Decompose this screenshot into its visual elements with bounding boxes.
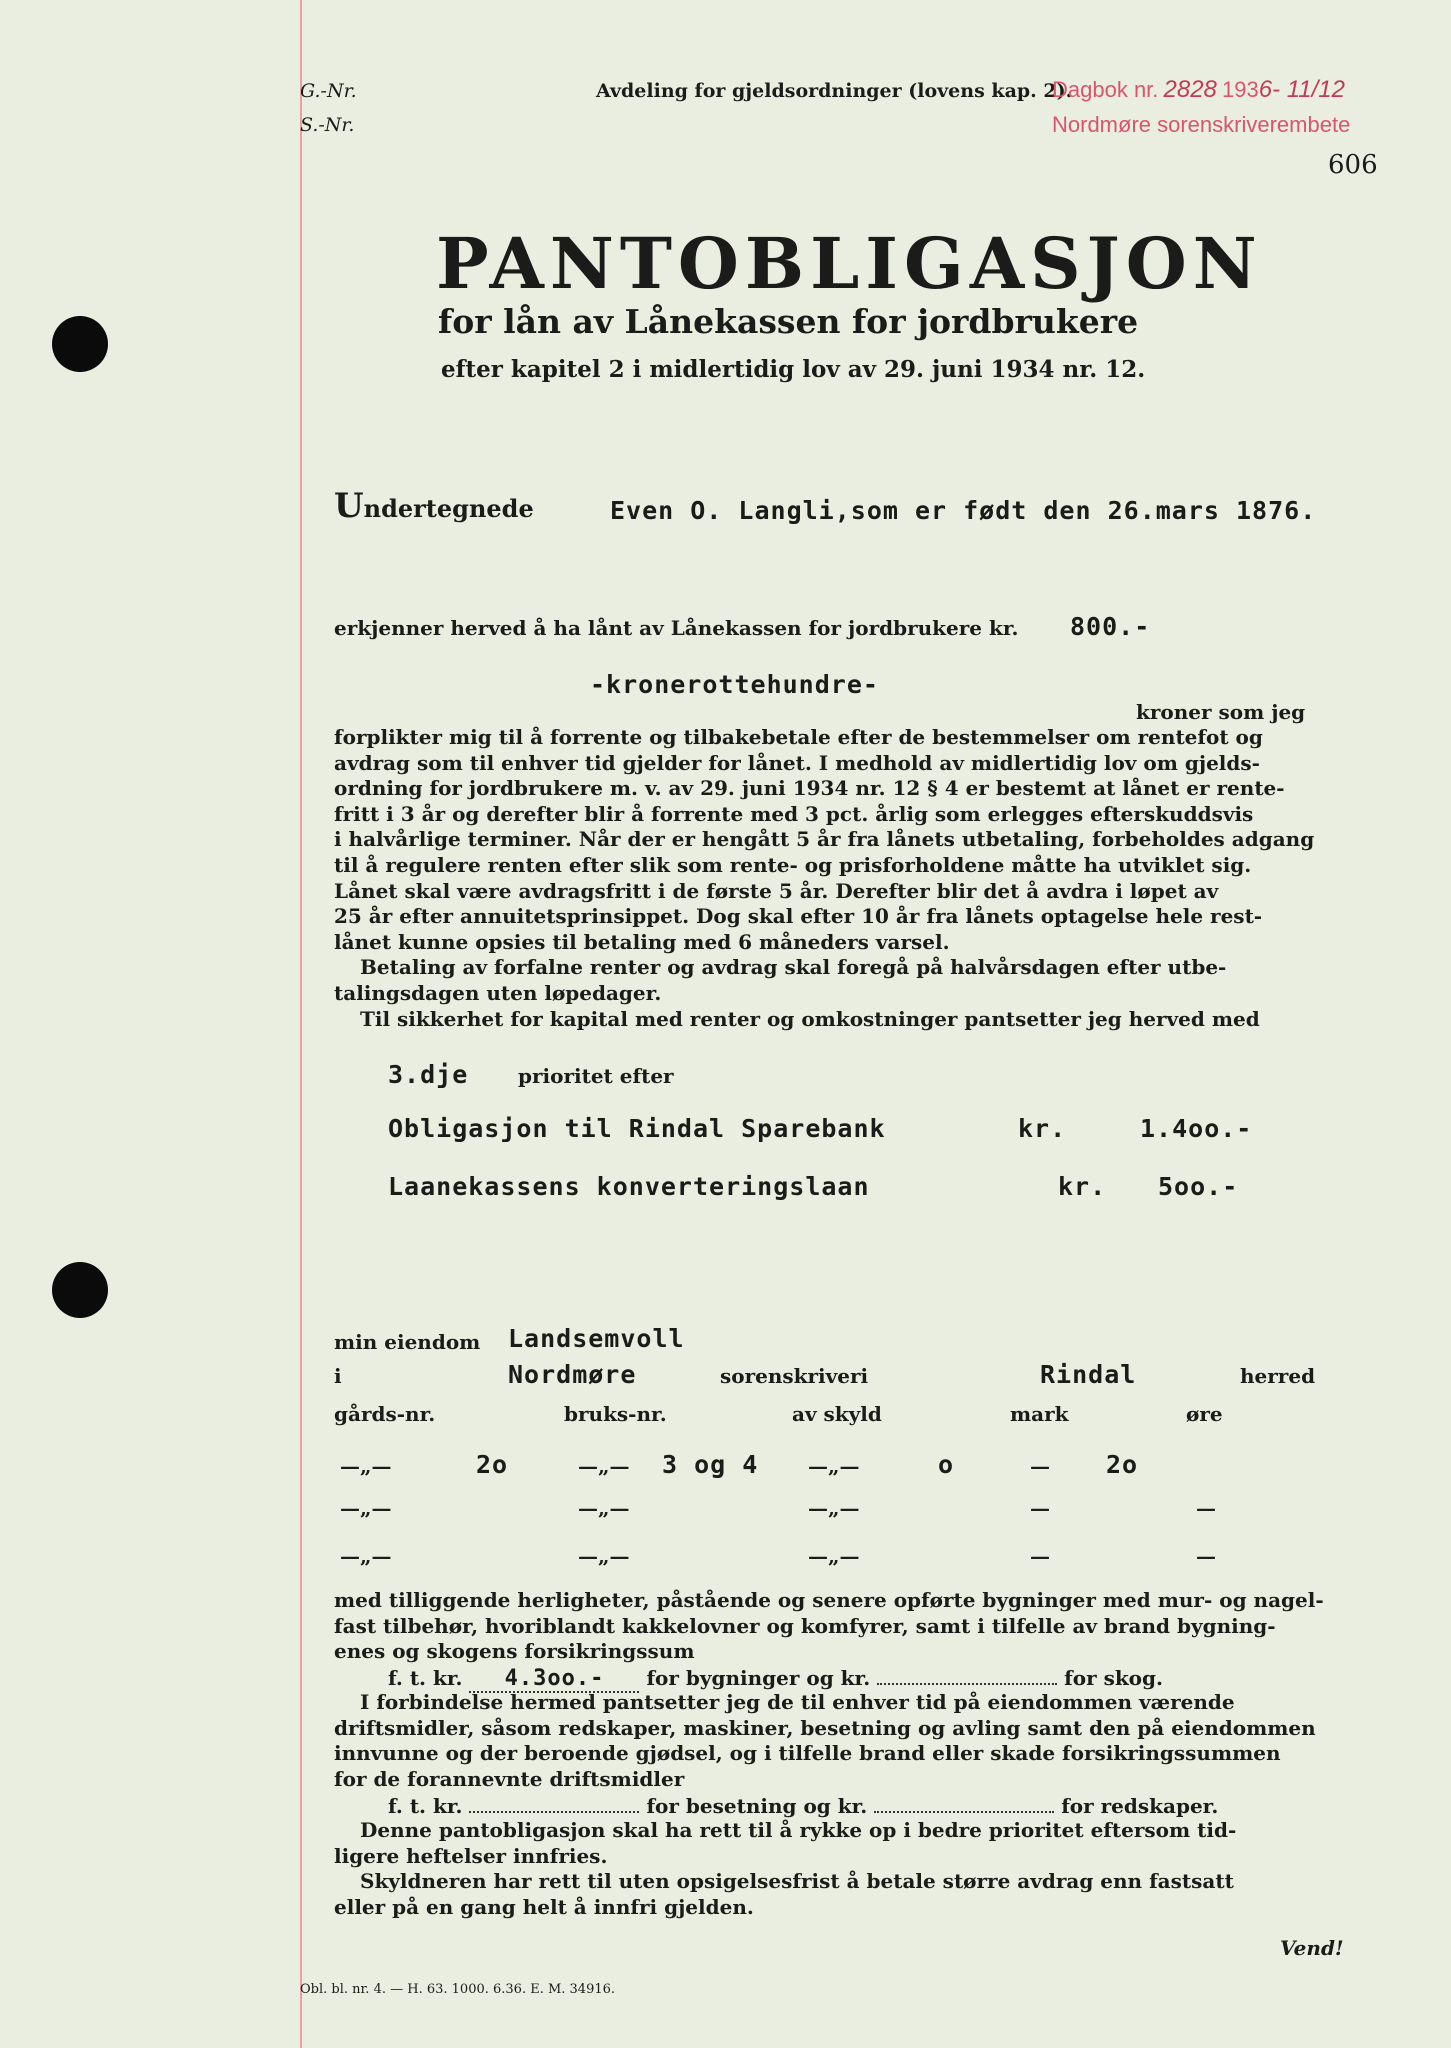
col-bruks: bruks-nr. [564, 1402, 667, 1426]
col-ore: øre [1186, 1402, 1223, 1426]
terms-line: i halvårlige terminer. Når der er hengått 5 år fra lånets utbetaling, forbeholdes adgang [334, 827, 1315, 852]
prior-debt-amount: 5oo.- [1158, 1172, 1239, 1201]
dagbok-number: 2828 [1163, 76, 1217, 103]
document-subtitle: for lån av Lånekassen for jordbrukere [438, 302, 1139, 341]
debtor-name-birth: Even O. Langli,som er født den 26.mars 1876. [610, 496, 1317, 525]
ore-value: — [1196, 1544, 1216, 1568]
insurance-suffix: for skog. [1064, 1666, 1163, 1690]
prior-debt-name: Obligasjon til Rindal Sparebank [388, 1114, 886, 1143]
equipment-line: driftsmidler, såsom redskaper, maskiner, besetning og avling samt den på eiendommen [334, 1715, 1316, 1740]
prior-debt-kr: kr. [1018, 1114, 1067, 1143]
ditto-mark: —„— [808, 1454, 860, 1478]
herred-label: herred [1240, 1364, 1316, 1388]
priority-label: prioritet efter [518, 1064, 674, 1088]
building-insurance-amount: 4.3oo.- [504, 1666, 605, 1691]
prior-debt-amount: 1.4oo.- [1140, 1114, 1253, 1143]
terms-line: avdrag som til enhver tid gjelder for lånet. I medhold av midlertidig lov om gjelds- [334, 750, 1260, 775]
terms-line: 25 år efter annuitetsprinsippet. Dog skal efter 10 år fra lånets optagelse hele rest- [334, 904, 1263, 929]
insurance-mid: for besetning og kr. [646, 1794, 868, 1818]
terms-line: ordning for jordbrukere m. v. av 29. juni 1934 nr. 12 § 4 er bestemt at lånet er rente- [334, 776, 1285, 801]
office-stamp: Nordmøre sorenskriverembete [1052, 112, 1351, 137]
dagbok-year: 193 [1221, 77, 1259, 102]
equipment-line: for de forannevnte driftsmidler [334, 1766, 685, 1791]
dagbok-label: Dagbok nr. [1052, 77, 1159, 102]
department-header: Avdeling for gjeldsordninger (lovens kap. 2). [596, 80, 1073, 102]
closing-clauses [334, 1818, 1236, 1920]
col-mark: mark [1010, 1402, 1069, 1426]
col-skyld: av skyld [792, 1402, 882, 1426]
terms-line: forplikter mig til å forrente og tilbakebetale efter de bestemmelser om rentefot og [334, 725, 1263, 749]
insurance-suffix: for redskaper. [1061, 1794, 1219, 1818]
document-title: PANTOBLIGASJON [436, 222, 1263, 305]
gards-number: 2o [476, 1450, 509, 1479]
punch-hole-top [52, 316, 108, 372]
insurance-line-1 [388, 1666, 1163, 1693]
security-line: Til sikkerhet for kapital med renter og omkostninger pantsetter jeg herved med [360, 1006, 1260, 1031]
i-label: i [334, 1364, 342, 1388]
mark-value: — [1030, 1454, 1050, 1478]
ditto-mark: —„— [340, 1454, 392, 1478]
priority-value: 3.dje [388, 1060, 469, 1089]
form-footer: Obl. bl. nr. 4. — H. 63. 1000. 6.36. E. M. 34916. [300, 1982, 616, 1997]
terms-line: lånet kunne opsies til betaling med 6 måneders varsel. [334, 929, 950, 954]
loan-amount: 800.- [1070, 612, 1151, 641]
insurance-mid: for bygninger og kr. [646, 1666, 871, 1690]
law-reference: efter kapitel 2 i midlertidig lov av 29. juni 1934 nr. 12. [441, 356, 1146, 383]
mark-value: — [1030, 1496, 1050, 1520]
ore-value: — [1196, 1496, 1216, 1520]
undersigned-rest: ndertegnede [363, 494, 534, 523]
loan-terms [334, 725, 1314, 1032]
undersigned-label: Undertegnede [334, 486, 534, 526]
sorenskriveri-label: sorenskriveri [720, 1364, 869, 1388]
equipment-line: I forbindelse hermed pantsetter jeg de til enhver tid på eiendommen værende [360, 1690, 1235, 1714]
loan-amount-words: -kronerottehundre- [590, 670, 879, 699]
payment-line: talingsdagen uten løpedager. [334, 980, 662, 1005]
loan-statement: erkjenner herved å ha lånt av Lånekassen for jordbrukere kr. [334, 616, 1019, 640]
ore-value: 2o [1106, 1450, 1139, 1479]
insurance-prefix: f. t. kr. [388, 1666, 463, 1690]
ditto-mark: —„— [578, 1454, 630, 1478]
appurtenances-block [334, 1588, 1324, 1665]
ditto-mark: —„— [340, 1496, 392, 1520]
prior-debt-kr: kr. [1058, 1172, 1107, 1201]
dagbok-stamp [1052, 76, 1345, 104]
prior-debt-name: Laanekassens konverteringslaan [388, 1172, 870, 1201]
ditto-mark: —„— [340, 1544, 392, 1568]
priority-clause-line: ligere heftelser innfries. [334, 1843, 608, 1868]
ditto-mark: —„— [808, 1496, 860, 1520]
mark-value: — [1030, 1544, 1050, 1568]
min-eiendom-label: min eiendom [334, 1330, 481, 1354]
ditto-mark: —„— [578, 1496, 630, 1520]
equipment-line: innvunne og der beroende gjødsel, og i tilfelle brand eller skade forsikringssummen [334, 1741, 1281, 1766]
herred-value: Rindal [1040, 1360, 1137, 1389]
appurtenance-line: fast tilbehør, hvoriblandt kakkelovner og komfyrer, samt i tilfelle av brand bygning- [334, 1613, 1276, 1638]
s-nr-label: S.-Nr. [300, 114, 355, 136]
property-name: Landsemvoll [508, 1324, 685, 1353]
ditto-mark: —„— [578, 1544, 630, 1568]
margin-line [300, 0, 302, 2048]
terms-line: Lånet skal være avdragsfritt i de første 5 år. Derefter blir det å avdra i løpet av [334, 878, 1219, 903]
repayment-clause-line: eller på en gang helt å innfri gjelden. [334, 1894, 754, 1919]
district-name: Nordmøre [508, 1360, 637, 1389]
appurtenance-line: enes og skogens forsikringssum [334, 1639, 695, 1664]
turn-over-note: Vend! [1280, 1936, 1344, 1960]
payment-line: Betaling av forfalne renter og avdrag skal foregå på halvårsdagen efter utbe- [360, 955, 1227, 980]
page-number: 606 [1328, 150, 1378, 180]
bruks-number: 3 og 4 [662, 1450, 759, 1479]
insurance-line-2 [388, 1794, 1218, 1818]
terms-line: til å regulere renten efter slik som rente- og prisforholdene måtte ha utviklet sig. [334, 852, 1252, 877]
equipment-block [334, 1690, 1316, 1792]
priority-clause-line: Denne pantobligasjon skal ha rett til å rykke op i bedre prioritet eftersom tid- [360, 1818, 1237, 1842]
ditto-mark: —„— [808, 1544, 860, 1568]
currency-text: kroner som jeg [1136, 700, 1306, 724]
terms-line: fritt i 3 år og derefter blir å forrente med 3 pct. årlig som erlegges efterskuddsvis [334, 801, 1254, 826]
repayment-clause-line: Skyldneren har rett til uten opsigelsesfrist å betale større avdrag enn fastsatt [360, 1869, 1234, 1894]
skyld-value: o [938, 1450, 955, 1479]
punch-hole-bottom [52, 1262, 108, 1318]
dagbok-date: 6- 11/12 [1258, 76, 1345, 103]
appurtenance-line: med tilliggende herligheter, påstående og senere opførte bygninger med mur- og nagel- [334, 1588, 1324, 1612]
insurance-prefix: f. t. kr. [388, 1794, 463, 1818]
g-nr-label: G.-Nr. [300, 80, 357, 102]
col-gards: gårds-nr. [334, 1402, 436, 1426]
